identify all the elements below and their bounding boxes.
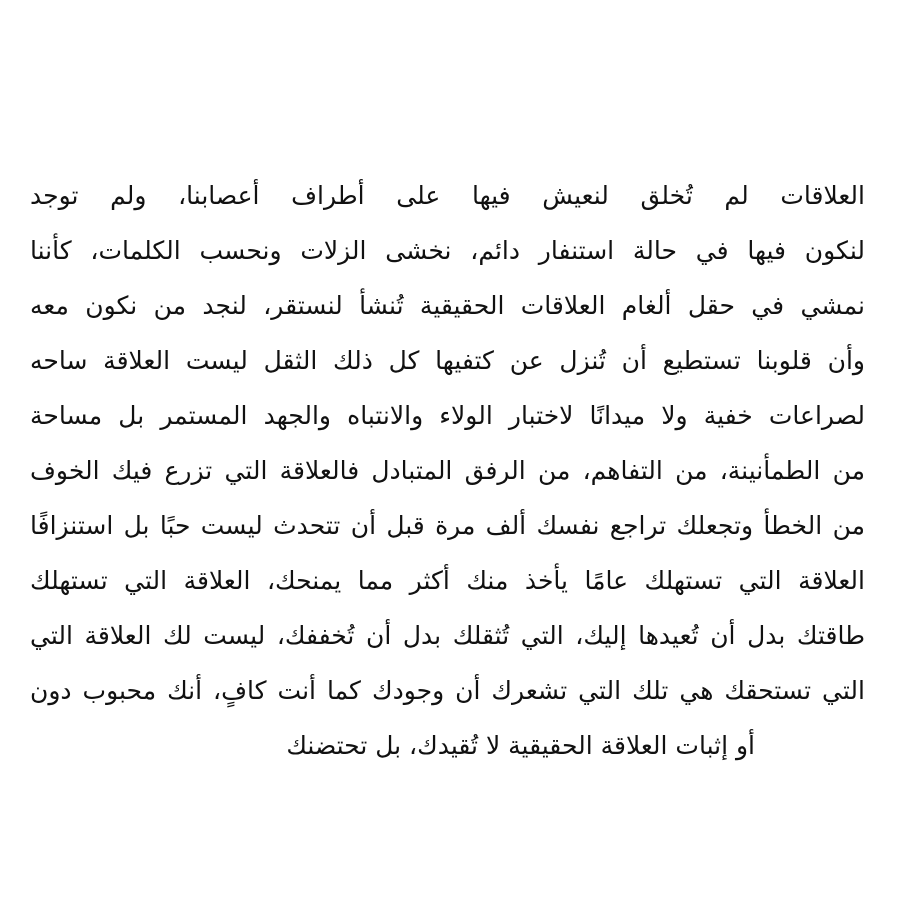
- text-line-11: أو إثبات العلاقة الحقيقية لا تُقيدك، بل تحتضنك: [286, 731, 755, 760]
- text-line-8: العلاقة التي تستهلك عامًا يأخذ منك أكثر مما يمنحك، العلاقة التي تستهلك: [30, 566, 865, 595]
- text-line-10: التي تستحقك هي تلك التي تشعرك أن وجودك كما أنت كافٍ، أنك محبوب دون: [30, 676, 865, 705]
- text-line-2: لنكون فيها في حالة استنفار دائم، نخشى الزلات ونحسب الكلمات، كأننا: [30, 236, 865, 265]
- text-line-1: العلاقات لم تُخلق لنعيش فيها على أطراف أعصابنا، ولم توجد: [30, 181, 865, 210]
- text-line-7: من الخطأ وتجعلك تراجع نفسك ألف مرة قبل أن تتحدث ليست حبًا بل استنزافًا: [30, 511, 865, 540]
- arabic-text-block: [30, 168, 865, 773]
- text-line-6: من الطمأنينة، من التفاهم، من الرفق المتبادل فالعلاقة التي تزرع فيك الخوف: [30, 456, 865, 485]
- text-line-4: وأن قلوبنا تستطيع أن تُنزل عن كتفيها كل ذلك الثقل ليست العلاقة ساحه: [30, 346, 865, 375]
- text-line-3: نمشي في حقل ألغام العلاقات الحقيقية تُنشأ لنستقر، لنجد من نكون معه: [30, 291, 865, 320]
- text-line-9: طاقتك بدل أن تُعيدها إليك، التي تُثقلك بدل أن تُخففك، ليست لك العلاقة التي: [30, 621, 865, 650]
- text-line-5: لصراعات خفية ولا ميدانًا لاختبار الولاء والانتباه والجهد المستمر بل مساحة: [30, 401, 865, 430]
